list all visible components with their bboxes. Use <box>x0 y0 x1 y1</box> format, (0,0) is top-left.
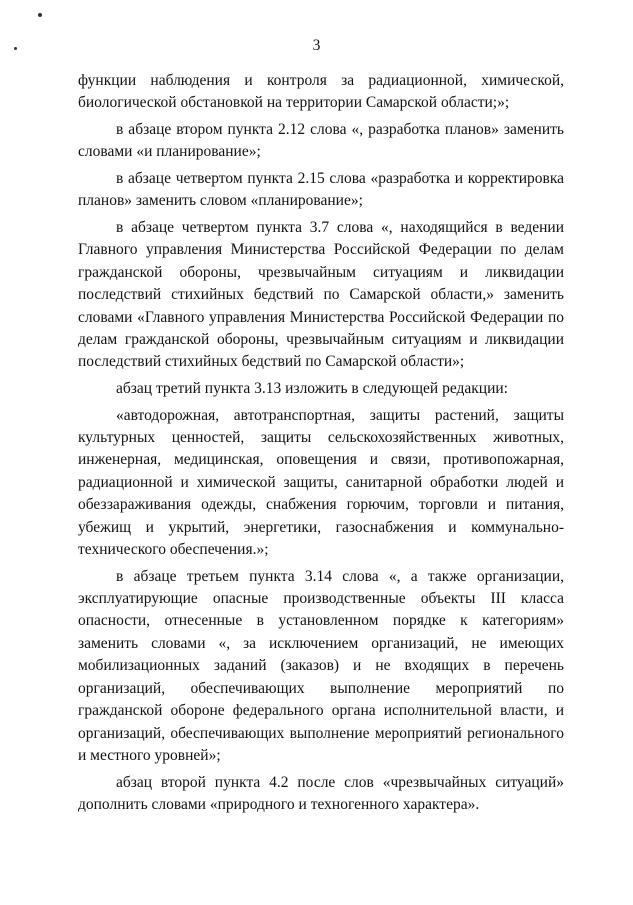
paragraph: в абзаце четвертом пункта 2.15 слова «разработка и корректировка планов» заменить словом «планирование»; <box>78 170 564 210</box>
paragraph-continuation: функции наблюдения и контроля за радиационной, химической, биологической обстановкой на территории Самарской области;»; <box>78 72 564 112</box>
page-number: 3 <box>312 37 321 54</box>
paragraph-quoted: «автодорожная, автотранспортная, защиты растений, защиты культурных ценностей, защиты сельскохозяйственных животных, инженерная, медицинская, оповещения и связи, противопожарная, радиационной и химической защиты, санитарной обработки людей и обеззараживания одежды, снабжения горючим, торговли и питания, убежищ и укрытий, энергетики, газоснабжения и коммунально-технического обеспечения.»; <box>78 406 564 559</box>
paragraph: абзац второй пункта 4.2 после слов «чрезвычайных ситуаций» дополнить словами «природного и техногенного характера». <box>78 773 564 813</box>
paragraph: в абзаце четвертом пункта 3.7 слова «, находящийся в ведении Главного управления Министерства Российской Федерации по делам гражданской обороны, чрезвычайным ситуациям и ликвидации последствий стихийных бедствий по Самарской области,» заменить словами «Главного управления Министерства Российской Федерации по делам гражданской обороны, чрезвычайным ситуациям и ликвидации последствий стихийных бедствий по Самарской области»; <box>78 219 564 371</box>
paragraph: в абзаце третьем пункта 3.14 слова «, а также организации, эксплуатирующие опасные производственные объекты III класса опасности, отнесенные в установленном порядке к категориям» заменить словами «, за исключением организаций, не имеющих мобилизационных заданий (заказов) и не входящих в перечень организаций, обеспечивающих выполнение мероприятий по гражданской обороне федерального органа исполнительной власти, и организаций, обеспечивающих выполнение мероприятий регионального и местного уровней»; <box>78 567 564 764</box>
paragraph: в абзаце втором пункта 2.12 слова «, разработка планов» заменить словами «и планирование»; <box>78 121 564 161</box>
scan-speck <box>38 13 42 17</box>
document-body <box>78 70 564 821</box>
paragraph: абзац третий пункта 3.13 изложить в следующей редакции: <box>116 380 508 398</box>
